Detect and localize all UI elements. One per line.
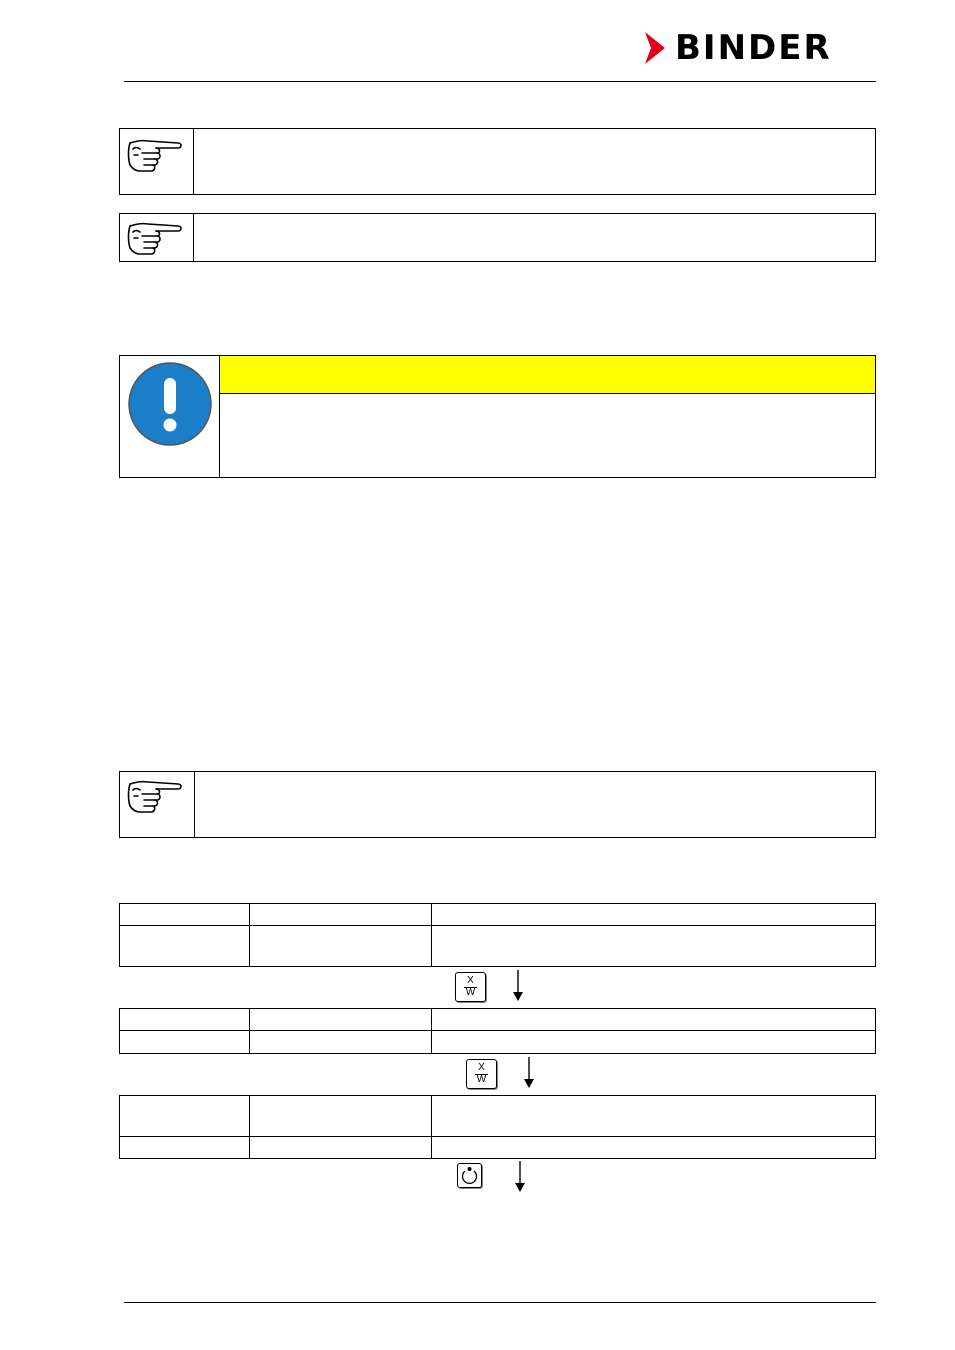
notice-box [119, 355, 876, 478]
footer-rule [124, 1302, 876, 1303]
down-arrow-icon [511, 970, 525, 1002]
key-top-symbol: X [478, 1062, 485, 1073]
setpoint-key[interactable] [455, 972, 486, 1002]
pointing-hand-icon [126, 216, 184, 260]
settings-table-1 [119, 903, 876, 967]
header-rule [124, 81, 876, 82]
table-row [120, 904, 876, 926]
key-top-symbol: X [467, 975, 474, 986]
exclamation-mandatory-icon [127, 361, 213, 447]
down-arrow-icon [513, 1161, 527, 1193]
settings-table-2 [119, 1008, 876, 1054]
program-cycle-icon [458, 1164, 481, 1187]
table-row [120, 1096, 876, 1137]
table-row [120, 1009, 876, 1031]
program-key[interactable] [457, 1163, 482, 1188]
table-row [120, 1031, 876, 1054]
note-box-1 [119, 128, 876, 195]
table-row [120, 1137, 876, 1159]
table-row [120, 926, 876, 967]
down-arrow-icon [522, 1057, 536, 1089]
header-logo [645, 30, 877, 66]
key-bottom-symbol: W [465, 987, 476, 998]
note-box-2 [119, 213, 876, 262]
setpoint-key[interactable] [466, 1059, 497, 1089]
notice-header-bar [220, 356, 875, 394]
pointing-hand-icon [126, 774, 184, 818]
pointing-hand-icon [126, 133, 184, 177]
binder-logo-arrow-icon [645, 30, 667, 66]
note-box-3 [119, 771, 876, 838]
logo-text: BINDER [675, 28, 832, 68]
settings-table-3 [119, 1095, 876, 1159]
key-bottom-symbol: W [476, 1074, 487, 1085]
